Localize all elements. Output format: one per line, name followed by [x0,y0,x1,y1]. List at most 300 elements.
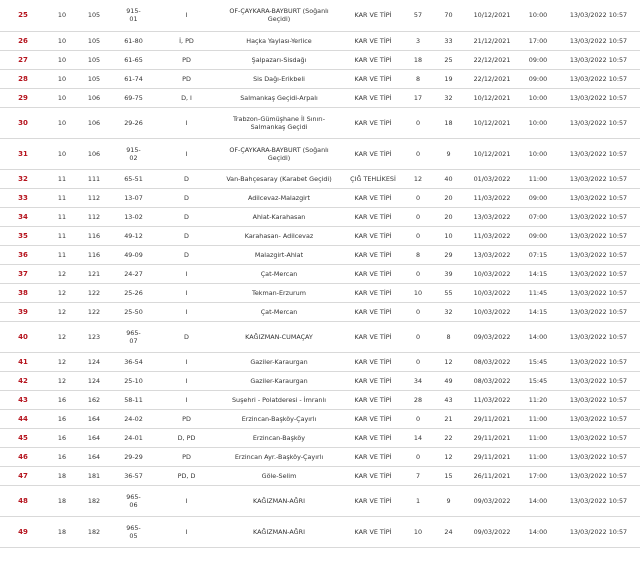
km-cell-line: 05 [129,531,138,540]
region-cell: 10 [46,0,78,31]
km-cell [110,188,157,207]
row-number: 34 [0,207,46,226]
type-cell: I [157,264,216,283]
date-cell: 09/03/2022 [465,516,519,547]
value2-cell: 19 [432,69,465,88]
event-cell: KAR VE TİPİ [342,352,404,371]
value1-cell: 3 [404,31,432,50]
route-cell-line: Gaziler-Karaurgan [250,357,308,366]
route-cell-line: Salmankaş Geçidi-Arpalı [240,93,318,102]
type-cell: I [157,390,216,409]
event-cell: KAR VE TİPİ [342,50,404,69]
value2-cell: 15 [432,466,465,485]
value1-cell: 57 [404,0,432,31]
km-cell [110,409,157,428]
table-row [0,352,640,371]
updated-cell: 13/03/2022 10:57 [557,107,640,138]
time-cell: 07:00 [519,207,557,226]
row-number: 29 [0,88,46,107]
time-cell: 14:15 [519,264,557,283]
time-cell: 17:00 [519,466,557,485]
km-cell [110,485,157,516]
km-cell-line: 24-27 [124,269,143,278]
value2-cell: 20 [432,188,465,207]
event-cell: KAR VE TİPİ [342,485,404,516]
km-cell [110,138,157,169]
table-row [0,138,640,169]
district-cell: 123 [78,321,110,352]
type-cell: PD [157,50,216,69]
km-cell-line: 25-26 [124,288,143,297]
row-number: 47 [0,466,46,485]
district-cell: 116 [78,226,110,245]
value2-cell: 12 [432,447,465,466]
table-row [0,485,640,516]
km-cell [110,390,157,409]
table-row [0,283,640,302]
table-row [0,88,640,107]
route-cell [216,352,342,371]
route-cell-line: Ahlat-Karahasan [252,212,306,221]
event-cell: KAR VE TİPİ [342,107,404,138]
route-cell [216,485,342,516]
km-cell [110,88,157,107]
value2-cell: 32 [432,302,465,321]
route-cell [216,88,342,107]
km-cell-line: 61-80 [124,36,143,45]
region-cell: 11 [46,169,78,188]
table-row [0,50,640,69]
km-cell-line: 06 [129,500,138,509]
row-number: 27 [0,50,46,69]
km-cell [110,207,157,226]
type-cell: I [157,107,216,138]
type-cell: D, PD [157,428,216,447]
updated-cell: 13/03/2022 10:57 [557,409,640,428]
value2-cell: 10 [432,226,465,245]
row-number: 40 [0,321,46,352]
value2-cell: 9 [432,485,465,516]
region-cell: 10 [46,69,78,88]
district-cell: 181 [78,466,110,485]
table-row [0,409,640,428]
km-cell [110,245,157,264]
route-cell-line: Erzincan-Başköy [252,433,306,442]
type-cell: PD [157,409,216,428]
value1-cell: 7 [404,466,432,485]
updated-cell: 13/03/2022 10:57 [557,226,640,245]
district-cell: 112 [78,207,110,226]
route-cell [216,264,342,283]
row-number: 30 [0,107,46,138]
value2-cell: 32 [432,88,465,107]
row-number: 35 [0,226,46,245]
district-cell: 164 [78,447,110,466]
value1-cell: 10 [404,516,432,547]
km-cell [110,31,157,50]
updated-cell: 13/03/2022 10:57 [557,0,640,31]
district-cell: 106 [78,138,110,169]
row-number: 33 [0,188,46,207]
region-cell: 12 [46,352,78,371]
km-cell-line: 49-09 [124,250,143,259]
km-cell-line: 65-51 [124,174,143,183]
row-number: 48 [0,485,46,516]
route-cell-line: KAĞIZMAN-AĞRI [253,496,305,505]
type-cell: I [157,516,216,547]
district-cell: 162 [78,390,110,409]
type-cell: D [157,207,216,226]
time-cell: 11:00 [519,169,557,188]
km-cell-line: 13-02 [124,212,143,221]
value2-cell: 18 [432,107,465,138]
type-cell: PD [157,447,216,466]
district-cell: 105 [78,31,110,50]
value2-cell: 8 [432,321,465,352]
route-cell [216,409,342,428]
event-cell: KAR VE TİPİ [342,428,404,447]
table-row [0,69,640,88]
time-cell: 09:00 [519,226,557,245]
route-cell-line: OF-ÇAYKARA-BAYBURT (Soğanlı [229,7,329,16]
event-cell: KAR VE TİPİ [342,138,404,169]
district-cell: 164 [78,428,110,447]
updated-cell: 13/03/2022 10:57 [557,169,640,188]
value2-cell: 43 [432,390,465,409]
time-cell: 09:00 [519,69,557,88]
date-cell: 21/12/2021 [465,31,519,50]
route-cell [216,207,342,226]
km-cell-line: 61-65 [124,55,143,64]
table-row [0,207,640,226]
row-number: 49 [0,516,46,547]
value2-cell: 12 [432,352,465,371]
km-cell [110,302,157,321]
km-cell-line: 965- [126,492,141,501]
km-cell-line: 965- [126,523,141,532]
value2-cell: 29 [432,245,465,264]
event-cell: KAR VE TİPİ [342,302,404,321]
date-cell: 13/03/2022 [465,245,519,264]
route-cell-line: Trabzon-Gümüşhane İl Sınırı- [232,114,326,123]
route-cell [216,0,342,31]
route-cell [216,302,342,321]
time-cell: 15:45 [519,352,557,371]
route-cell [216,169,342,188]
route-cell-line: Van-Bahçesaray (Karabet Geçidi) [226,174,332,183]
region-cell: 18 [46,516,78,547]
km-cell [110,321,157,352]
region-cell: 16 [46,390,78,409]
time-cell: 10:00 [519,88,557,107]
event-cell: KAR VE TİPİ [342,245,404,264]
value1-cell: 0 [404,138,432,169]
event-cell: KAR VE TİPİ [342,88,404,107]
updated-cell: 13/03/2022 10:57 [557,264,640,283]
updated-cell: 13/03/2022 10:57 [557,428,640,447]
date-cell: 08/03/2022 [465,352,519,371]
km-cell [110,428,157,447]
km-cell-line: 13-07 [124,193,143,202]
updated-cell: 13/03/2022 10:57 [557,352,640,371]
value2-cell: 24 [432,516,465,547]
km-cell [110,69,157,88]
date-cell: 08/03/2022 [465,371,519,390]
time-cell: 11:20 [519,390,557,409]
value1-cell: 0 [404,447,432,466]
row-number: 42 [0,371,46,390]
row-number: 28 [0,69,46,88]
table-row [0,264,640,283]
table-row [0,371,640,390]
time-cell: 11:00 [519,447,557,466]
route-cell [216,516,342,547]
value2-cell: 33 [432,31,465,50]
km-cell-line: 69-75 [124,93,143,102]
value1-cell: 28 [404,390,432,409]
date-cell: 10/03/2022 [465,264,519,283]
date-cell: 22/12/2021 [465,69,519,88]
value1-cell: 0 [404,321,432,352]
region-cell: 11 [46,226,78,245]
event-cell: KAR VE TİPİ [342,69,404,88]
route-cell-line: Karahasan- Adilcevaz [244,231,314,240]
route-cell [216,107,342,138]
region-cell: 12 [46,371,78,390]
value2-cell: 70 [432,0,465,31]
region-cell: 10 [46,88,78,107]
type-cell: I [157,371,216,390]
value2-cell: 21 [432,409,465,428]
region-cell: 11 [46,188,78,207]
type-cell: D [157,226,216,245]
type-cell: D [157,321,216,352]
row-number: 45 [0,428,46,447]
date-cell: 11/03/2022 [465,226,519,245]
district-cell: 122 [78,302,110,321]
value1-cell: 10 [404,283,432,302]
updated-cell: 13/03/2022 10:57 [557,207,640,226]
value1-cell: 1 [404,485,432,516]
date-cell: 09/03/2022 [465,321,519,352]
table-row [0,226,640,245]
route-cell [216,138,342,169]
km-cell-line: 49-12 [124,231,143,240]
district-cell: 116 [78,245,110,264]
district-cell: 124 [78,371,110,390]
route-cell-line: KAĞIZMAN-CUMAÇAY [245,332,313,341]
updated-cell: 13/03/2022 10:57 [557,138,640,169]
km-cell-line: 61-74 [124,74,143,83]
km-cell-line: 29-26 [124,118,143,127]
region-cell: 12 [46,321,78,352]
route-cell-line: Malazgirt-Ahlat [254,250,304,259]
event-cell: KAR VE TİPİ [342,321,404,352]
time-cell: 14:00 [519,516,557,547]
row-number: 32 [0,169,46,188]
km-cell [110,516,157,547]
date-cell: 29/11/2021 [465,428,519,447]
value1-cell: 0 [404,409,432,428]
table-row [0,302,640,321]
event-cell: KAR VE TİPİ [342,466,404,485]
km-cell [110,50,157,69]
row-number: 38 [0,283,46,302]
event-cell: KAR VE TİPİ [342,371,404,390]
region-cell: 10 [46,31,78,50]
value1-cell: 34 [404,371,432,390]
district-cell: 105 [78,0,110,31]
km-cell [110,226,157,245]
date-cell: 11/03/2022 [465,390,519,409]
value2-cell: 40 [432,169,465,188]
route-cell [216,226,342,245]
region-cell: 12 [46,302,78,321]
updated-cell: 13/03/2022 10:57 [557,516,640,547]
event-cell: KAR VE TİPİ [342,390,404,409]
time-cell: 15:45 [519,371,557,390]
type-cell: I [157,138,216,169]
km-cell-line: 24-01 [124,433,143,442]
date-cell: 01/03/2022 [465,169,519,188]
row-number: 44 [0,409,46,428]
updated-cell: 13/03/2022 10:57 [557,69,640,88]
value1-cell: 0 [404,188,432,207]
route-cell [216,50,342,69]
route-cell [216,188,342,207]
region-cell: 12 [46,283,78,302]
region-cell: 16 [46,409,78,428]
updated-cell: 13/03/2022 10:57 [557,31,640,50]
table-row [0,169,640,188]
route-cell-line: Haçka Yaylası-Yerlice [246,36,312,45]
route-cell-line: Geçidi) [267,153,291,162]
date-cell: 10/03/2022 [465,302,519,321]
route-cell-line: Şalpazarı-Sisdağı [251,55,307,64]
updated-cell: 13/03/2022 10:57 [557,485,640,516]
type-cell: D [157,169,216,188]
district-cell: 112 [78,188,110,207]
row-number: 43 [0,390,46,409]
value1-cell: 0 [404,226,432,245]
table-row [0,245,640,264]
region-cell: 18 [46,466,78,485]
type-cell: I [157,302,216,321]
table-row [0,188,640,207]
value1-cell: 0 [404,352,432,371]
date-cell: 10/12/2021 [465,0,519,31]
event-cell: KAR VE TİPİ [342,409,404,428]
type-cell: I [157,0,216,31]
value1-cell: 12 [404,169,432,188]
event-cell: KAR VE TİPİ [342,226,404,245]
route-cell-line: Sis Dağı-Erikbeli [253,74,305,83]
route-cell [216,390,342,409]
route-cell [216,321,342,352]
value2-cell: 39 [432,264,465,283]
type-cell: D [157,188,216,207]
type-cell: PD [157,69,216,88]
date-cell: 10/12/2021 [465,107,519,138]
time-cell: 10:00 [519,138,557,169]
km-cell-line: 965- [126,328,141,337]
event-cell: KAR VE TİPİ [342,264,404,283]
district-cell: 164 [78,409,110,428]
value1-cell: 8 [404,245,432,264]
route-cell-line: Çat-Mercan [260,307,298,316]
updated-cell: 13/03/2022 10:57 [557,447,640,466]
km-cell [110,447,157,466]
route-cell-line: Geçidi) [267,15,291,24]
value1-cell: 8 [404,69,432,88]
type-cell: D, I [157,88,216,107]
row-number: 36 [0,245,46,264]
route-cell [216,245,342,264]
date-cell: 13/03/2022 [465,207,519,226]
time-cell: 11:45 [519,283,557,302]
route-cell-line: Suşehri - Polatderesi - İmranlı [231,395,327,404]
table-row [0,107,640,138]
district-cell: 182 [78,485,110,516]
row-number: 26 [0,31,46,50]
row-number: 25 [0,0,46,31]
value1-cell: 14 [404,428,432,447]
type-cell: PD, D [157,466,216,485]
date-cell: 26/11/2021 [465,466,519,485]
date-cell: 10/03/2022 [465,283,519,302]
district-cell: 111 [78,169,110,188]
updated-cell: 13/03/2022 10:57 [557,466,640,485]
value1-cell: 0 [404,264,432,283]
region-cell: 16 [46,447,78,466]
km-cell-line: 01 [129,15,138,24]
route-cell [216,31,342,50]
km-cell [110,264,157,283]
value1-cell: 0 [404,302,432,321]
km-cell-line: 29-29 [124,452,143,461]
value1-cell: 17 [404,88,432,107]
value1-cell: 0 [404,207,432,226]
event-cell: KAR VE TİPİ [342,283,404,302]
route-cell-line: Göle-Selim [261,471,297,480]
value2-cell: 25 [432,50,465,69]
km-cell [110,466,157,485]
route-cell [216,466,342,485]
event-cell: KAR VE TİPİ [342,207,404,226]
updated-cell: 13/03/2022 10:57 [557,371,640,390]
route-cell [216,428,342,447]
km-cell [110,283,157,302]
route-cell-line: Gaziler-Karaurgan [250,376,308,385]
district-cell: 182 [78,516,110,547]
table-row [0,31,640,50]
time-cell: 14:00 [519,485,557,516]
route-cell [216,371,342,390]
time-cell: 10:00 [519,0,557,31]
value2-cell: 49 [432,371,465,390]
km-cell-line: 915- [126,145,141,154]
row-number: 39 [0,302,46,321]
km-cell [110,352,157,371]
region-cell: 10 [46,107,78,138]
updated-cell: 13/03/2022 10:57 [557,50,640,69]
region-cell: 10 [46,138,78,169]
km-cell-line: 25-10 [124,376,143,385]
km-cell-line: 36-54 [124,357,143,366]
date-cell: 29/11/2021 [465,447,519,466]
value2-cell: 55 [432,283,465,302]
row-number: 37 [0,264,46,283]
